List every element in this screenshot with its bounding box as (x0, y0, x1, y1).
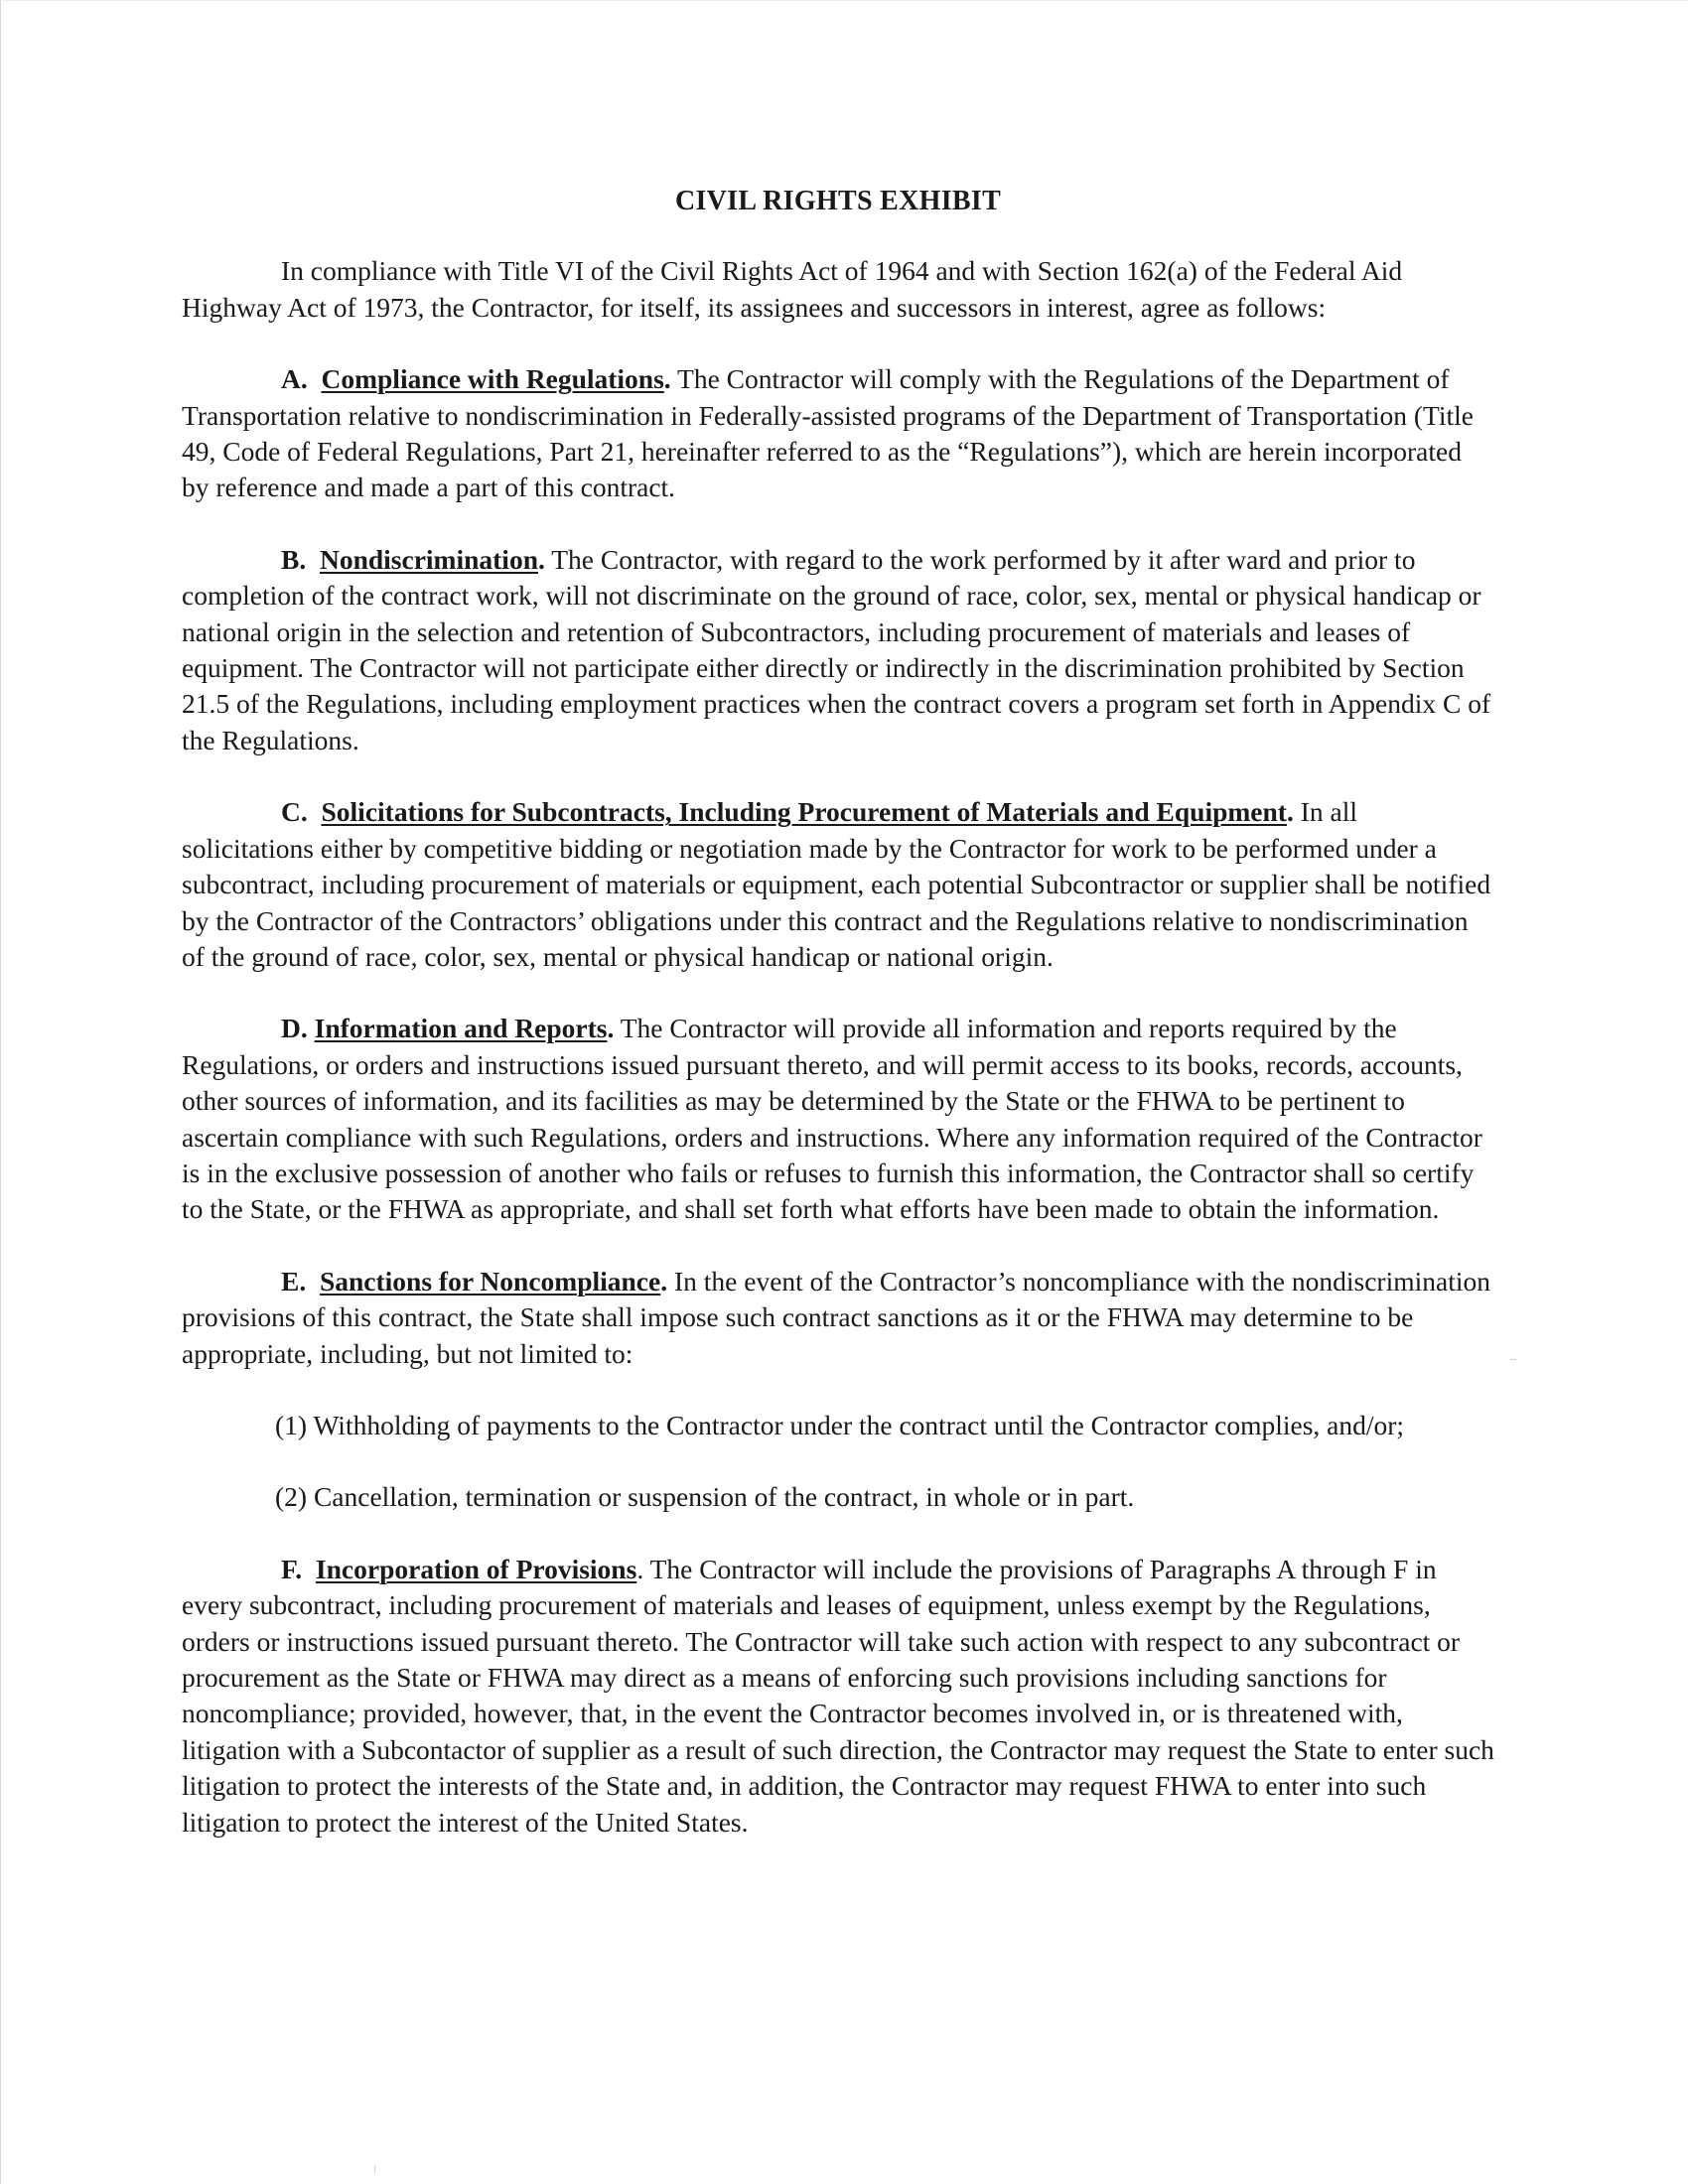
section-d (182, 1011, 1494, 1227)
scan-mark (374, 2165, 375, 2173)
section-body: In all solicitations either by competitive bidding or negotiation made by the Contractor for work to be performed under a subcontract, including procurement of materials or equipment, each potential Subcontractor or supplier shall be notified by the Contractor of the Contractors’ obligations under this contract and the Regulations relative to nondiscrimination of the ground of race, color, sex, mental or physical handicap or national origin. (182, 796, 1491, 972)
section-title: Nondiscrimination (319, 543, 538, 575)
section-body: The Contractor will include the provisions of Paragraphs A through F in every subcontract, including procurement of materials and leases of equipment, unless exempt by the Regulations, orders or instructions issued pursuant thereto. The Contractor will take such action with respect to any subcontract or procurement as the State or FHWA may direct as a means of enforcing such provisions including sanctions for noncompliance; provided, however, that, in the event the Contractor becomes involved in, or is threatened with, litigation with a Subcontactor of supplier as a result of such direction, the Contractor may request the State to enter such litigation to protect the interests of the State and, in addition, the Contractor may request FHWA to enter into such litigation to protect the interest of the United States. (182, 1553, 1494, 1838)
section-f (182, 1552, 1494, 1841)
section-title-period: . (607, 1013, 615, 1044)
section-body: The Contractor will provide all information and reports required by the Regulations, or orders and instructions issued pursuant thereto, and will permit access to its books, records, accounts, other sources of information, and its facilities as may be determined by the State or the FHWA to be pertinent to ascertain compliance with such Regulations, orders and instructions. Where any information required of the Contractor is in the exclusive possession of another who fails or refuses to furnish this information, the Contractor shall so certify to the State, or the FHWA as appropriate, and shall set forth what efforts have been made to obtain the information. (182, 1013, 1482, 1225)
section-title-period: . (636, 1553, 644, 1584)
section-label: E. (281, 1265, 307, 1297)
section-title-period: . (660, 1265, 668, 1297)
sanction-item-1: (1) Withholding of payments to the Contractor under the contract until the Contractor complies, and/or; (275, 1409, 1405, 1440)
section-label: F. (281, 1553, 303, 1584)
section-title-period: . (538, 543, 545, 575)
scan-mark (1510, 1359, 1516, 1360)
section-label: B. (281, 543, 307, 575)
section-title: Compliance with Regulations (321, 363, 664, 395)
sanction-item-2: (2) Cancellation, termination or suspension of the contract, in whole or in part. (275, 1481, 1135, 1513)
section-label: C. (281, 796, 308, 828)
document-title: CIVIL RIGHTS EXHIBIT (674, 186, 1002, 216)
document-body (182, 184, 1494, 1876)
section-title: Solicitations for Subcontracts, Including Procurement of Materials and Equipment (321, 796, 1287, 828)
section-body: In the event of the Contractor’s noncompliance with the nondiscrimination provisions of this contract, the State shall impose such contract sanctions as it or the FHWA may determine to be appropriate, including, but not limited to: (182, 1265, 1490, 1369)
section-title: Incorporation of Provisions (315, 1553, 637, 1584)
section-body: The Contractor will comply with the Regulations of the Department of Transportation relative to nondiscrimination in Federally-assisted programs of the Department of Transportation (Title 49, Code of Federal Regulations, Part 21, hereinafter referred to as the “Regulations”), which are herein incorporated by reference and made a part of this contract. (182, 363, 1474, 503)
section-b (182, 542, 1494, 758)
section-title-period: . (1286, 796, 1294, 828)
section-body: The Contractor, with regard to the work performed by it after ward and prior to completion of the contract work, will not discriminate on the ground of race, color, sex, mental or physical handicap or national origin in the selection and retention of Subcontractors, including procurement of materials and leases of equipment. The Contractor will not participate either directly or indirectly in the discrimination prohibited by Section 21.5 of the Regulations, including employment practices when the contract covers a program set forth in Appendix C of the Regulations. (182, 543, 1491, 755)
section-title: Information and Reports (314, 1013, 608, 1044)
section-c (182, 794, 1494, 975)
section-title: Sanctions for Noncompliance (319, 1265, 661, 1297)
section-a (182, 361, 1494, 506)
section-title-period: . (663, 363, 671, 395)
section-label: A. (281, 363, 308, 395)
intro-paragraph: In compliance with Title VI of the Civil Rights Act of 1964 and with Section 162(a) of the Federal Aid Highway Act of 1973, the Contractor, for itself, its assignees and successors in interest, agree as follows: (182, 255, 1403, 323)
section-e (182, 1264, 1494, 1372)
section-label: D. (281, 1013, 308, 1044)
